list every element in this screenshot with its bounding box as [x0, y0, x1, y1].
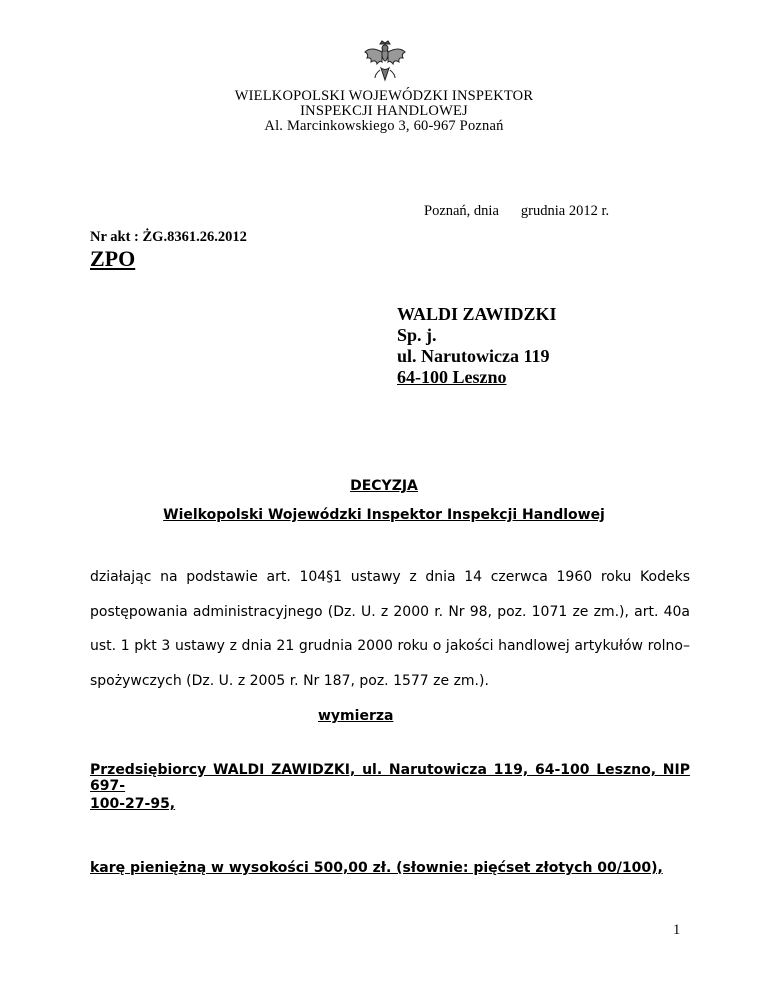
entrepreneur-line-1: Przedsiębiorcy WALDI ZAWIDZKI, ul. Narutowicza 119, 64-100 Leszno, NIP 697- [90, 762, 690, 794]
imposes-heading: wymierza [318, 708, 394, 724]
addressee-city: 64-100 Leszno [397, 367, 507, 387]
addressee-name: WALDI ZAWIDZKI [397, 304, 557, 324]
decision-title: DECYZJA [350, 478, 418, 494]
date-place: Poznań, dnia [424, 203, 499, 219]
page-number: 1 [673, 922, 681, 938]
eagle-emblem-icon [363, 40, 407, 86]
decision-authority: Wielkopolski Wojewódzki Inspektor Inspekcji Handlowej [163, 507, 605, 523]
document-date [424, 203, 609, 220]
legal-basis-line: działając na podstawie art. 104§1 ustawy z dnia 14 czerwca 1960 roku Kodeks [90, 569, 690, 585]
legal-basis-line: ust. 1 pkt 3 ustawy z dnia 21 grudnia 2000 roku o jakości handlowej artykułów rolno– [90, 638, 690, 654]
entrepreneur-line-2: 100-27-95, [90, 796, 176, 812]
penalty-line: karę pieniężną w wysokości 500,00 zł. (słownie: pięćset złotych 00/100), [90, 860, 663, 876]
addressee-company-type: Sp. j. [397, 325, 437, 345]
zpo-label: ZPO [90, 246, 136, 271]
header-line-2: INSPEKCJI HANDLOWEJ [300, 103, 468, 119]
date-rest: grudnia 2012 r. [520, 203, 610, 219]
header-line-1: WIELKOPOLSKI WOJEWÓDZKI INSPEKTOR [234, 88, 534, 104]
header-address: Al. Marcinkowskiego 3, 60-967 Poznań [264, 118, 504, 134]
case-number: Nr akt : ŻG.8361.26.2012 [90, 229, 247, 245]
legal-basis-line: spożywczych (Dz. U. z 2005 r. Nr 187, poz. 1577 ze zm.). [90, 672, 489, 689]
addressee-street: ul. Narutowicza 119 [397, 346, 550, 366]
legal-basis-line: postępowania administracyjnego (Dz. U. z 2000 r. Nr 98, poz. 1071 ze zm.), art. 40a [90, 603, 690, 620]
legal-basis-paragraph [90, 560, 690, 698]
